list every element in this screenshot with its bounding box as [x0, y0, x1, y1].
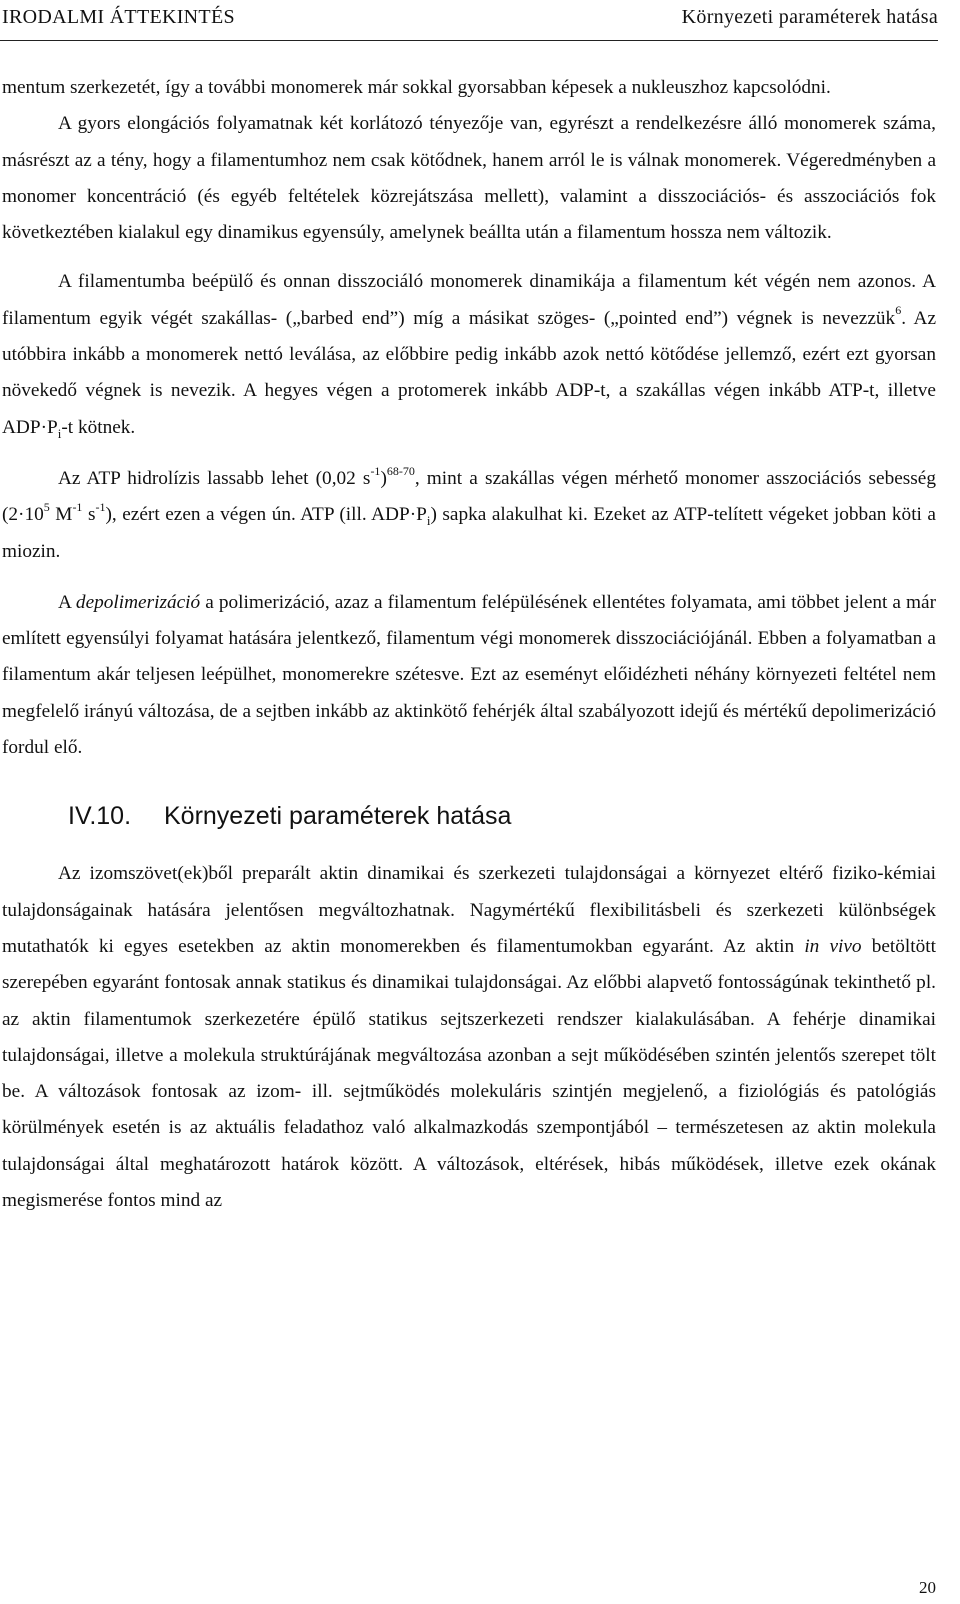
page-number: 20: [919, 1578, 936, 1597]
header-chapter-title: IRODALMI ÁTTEKINTÉS: [2, 6, 235, 28]
running-header: [0, 6, 938, 41]
paragraph-elongation: A gyors elongációs folyamatnak két korlátozó tényezője van, egyrészt a rendelkezésre álló monomerek száma, másrészt az a tény, hogy a filamentumhoz nem csak kötődnek, hanem arról le is válnak monomerek. Végeredményben a monomer koncentráció (és egyéb feltételek közrejátszása mellett), valamint a disszociációs- és asszociációs fok következtében kialakul egy dinamikus egyensúly, amelynek beállta után a filamentum hossza nem változik.: [2, 113, 936, 244]
paragraph-atp-hydrolysis: Az ATP hidrolízis lassabb lehet (0,02 $s^{-1})^{68-70}$, mint a szakállas végen mérhető monomer asszociációs sebesség ($2\cdot 10^5$ $M^{-1}$ $s^{-1}$), ezért ezen a végen ún. ATP (ill. $ADP\cdot P_i$) sapka alakulhat ki. Ezeket az ATP-telített végeket jobban köti a miozin.: [2, 463, 936, 562]
citation-superscript: 6: [895, 303, 902, 318]
paragraph-environment: Az izomszövet(ek)ből preparált aktin dinamikai és szerkezeti tulajdonságai a környezet eltérő fiziko-kémiai tulajdonságainak hatására jelentősen megváltozhatnak. Nagymértékű flexibilitásbeli és szerkezeti különbségek mutathatók ki egyes esetekben az aktin monomerekben és filamentumokban egyaránt. Az aktin in vivo betöltött szerepében egyaránt fontosak annak statikus és dinamikai tulajdonságai. Az előbbi alapvető fontosságúnak tekinthető pl. az aktin filamentumok szerkezetére épülő statikus sejtszerkezeti rendszer kialakulásában. A fehérje dinamikai tulajdonságai, illetve a molekula struktúrájának megváltozása azonban a sejt működésében szintén jelentős szerepet tölt be. A változások fontosak az izom- ill. sejtműködés molekuláris szintjén megjelenő, a fiziológiás és patológiás körülmények esetén is az aktuális feladathoz való alkalmazkodás szempontjából – természetesen az aktin molekula tulajdonságai által meghatározott határok között. A változások, eltérések, hibás működések, illetve ezek okának megismerése fontos mind az: [2, 863, 936, 1212]
paragraph-filament-ends: A filamentumba beépülő és onnan disszociáló monomerek dinamikája a filamentum két végén nem azonos. A filamentum egyik végét szakállas- („barbed end”) míg a másikat szöges- („pointed end”) végnek is nevezzük$^6$. Az utóbbira inkább a monomerek nettó leválása, az előbbire pedig inkább azok nettó kötődése jellemző, ezért ezt gyorsan növekedő végnek is nevezik. A hegyes végen a protomerek inkább ADP-t, a szakállas végen inkább ATP-t, illetve $ADP\cdot P_i-t$ kötnek.: [2, 271, 937, 441]
italic-term: depolimerizáció: [75, 591, 201, 613]
page-body: [2, 70, 936, 1219]
section-title: Környezeti paraméterek hatása: [164, 802, 512, 831]
italic-term: in vivo: [804, 935, 862, 957]
citation-superscript: 68-70: [386, 463, 415, 478]
paragraph-depolymerization: A depolimerizáció a polimerizáció, azaz a filamentum felépülésének ellentétes folyamata, ami többet jelent a már említett egyensúlyi folyamat hatására jelentkező, filamentum végi monomerek disszociációjánál. Ebben a folyamatban a filamentum akár teljesen leépülhet, monomerekre szétesve. Ezt az eseményt előidézheti néhány környezeti feltétel nem megfelelő irányú változása, de a sejtben inkább az aktinkötő fehérjék által szabályozott idejű és mértékű depolimerizáció fordul elő.: [2, 591, 937, 759]
section-heading: [2, 800, 936, 832]
header-section-title: Környezeti paraméterek hatása: [681, 6, 938, 28]
paragraph-continuation: mentum szerkezetét, így a további monomerek már sokkal gyorsabban képesek a nukleuszhoz kapcsolódni.: [2, 77, 831, 98]
section-number: IV.10.: [68, 802, 132, 831]
